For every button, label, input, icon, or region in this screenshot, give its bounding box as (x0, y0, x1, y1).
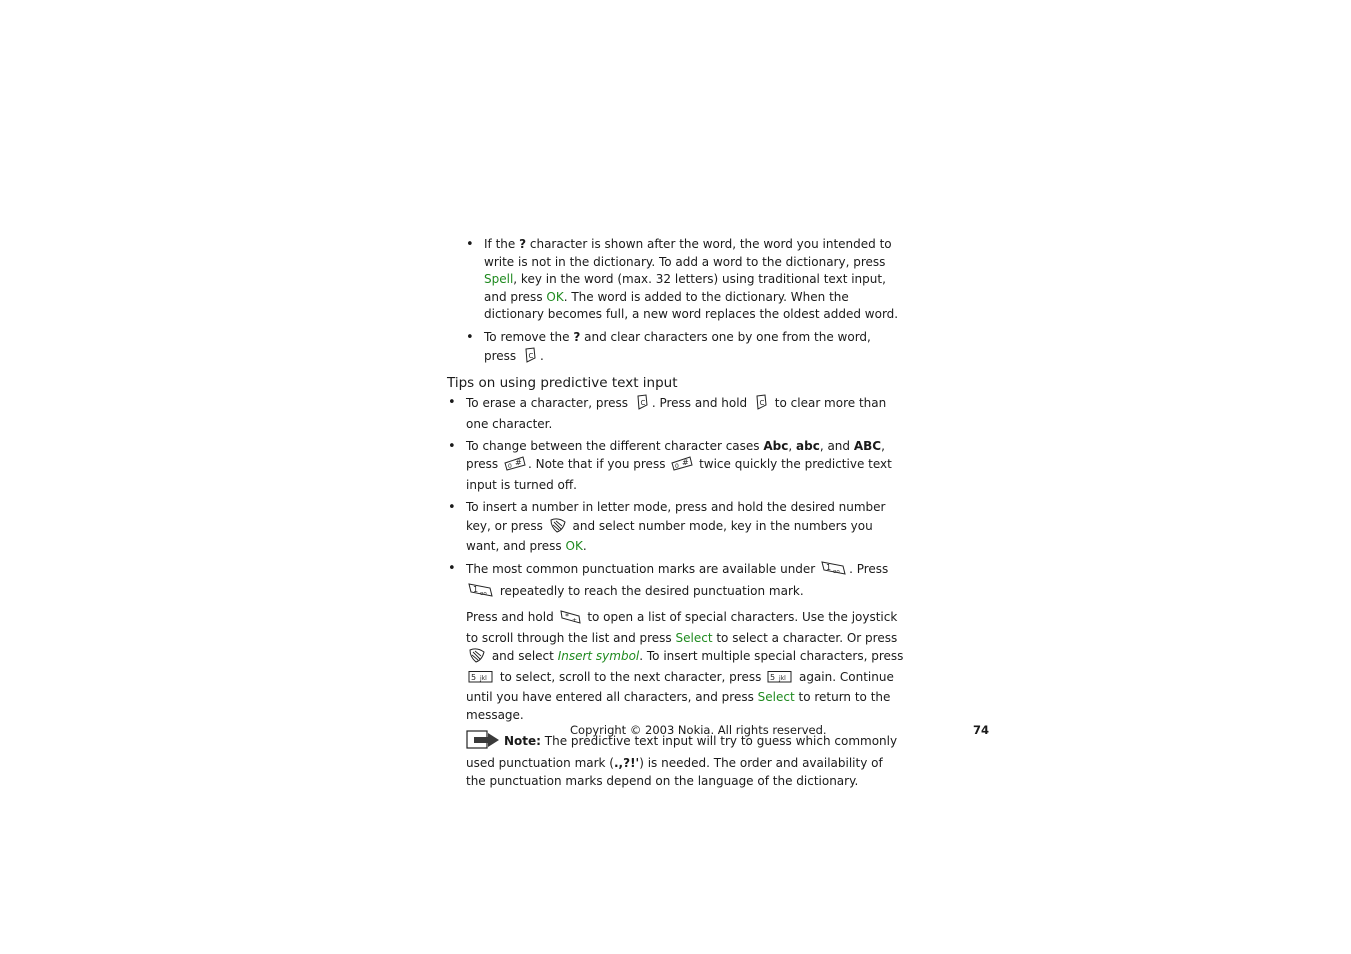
note-paragraph: Note: The predictive text input will try to guess which commonly used punctuation mark (.,?!') is needed. The order and availability of the punctuation marks depend on the language of the dictionary. (466, 730, 905, 791)
menu-key-icon (549, 517, 567, 539)
five-key-icon (468, 670, 494, 690)
hash-key-icon (504, 455, 526, 477)
svg-text:0: 0 (675, 463, 680, 471)
svg-text:1: 1 (473, 585, 479, 594)
svg-text:5: 5 (471, 672, 477, 682)
dictionary-bullets (484, 236, 901, 368)
ok-softkey: OK (565, 539, 583, 554)
svg-text:C: C (528, 351, 534, 360)
copyright-footer: Copyright © 2003 Nokia. All rights reserved. (570, 723, 827, 737)
five-key-icon (767, 670, 793, 690)
list-item: • To change between the different character cases Abc, abc, and ABC, press 0 # . Note that if you press 0 # twice quickly the predictive text input is turned off. (466, 438, 905, 495)
note-arrow-icon (466, 730, 500, 756)
one-key-icon (821, 560, 847, 582)
svg-text:*: * (564, 612, 569, 622)
svg-text:jkl: jkl (779, 674, 786, 682)
ok-softkey: OK (546, 289, 564, 304)
special-characters-paragraph: Press and hold * + to open a list of special characters. Use the joystick to scroll through the list and press Select to select a character. Or press and select Insert symbol. To insert multiple special characters, press 5 jkl to select, scroll to the next character, press 5 jkl again. Continue until you have entered all characters, and press Select to return to the message. (466, 610, 904, 723)
svg-text:#: # (682, 458, 689, 468)
svg-text:0: 0 (508, 463, 512, 471)
insert-symbol-option: Insert symbol (557, 649, 640, 664)
hash-key-icon (671, 455, 693, 477)
list-item: • The most common punctuation marks are available under 1 oo . Press 1 oo repeatedly to reach the desired punctuation mark. (466, 560, 905, 603)
svg-text:jkl: jkl (480, 674, 487, 682)
svg-text:C: C (759, 399, 765, 408)
note-label: Note: (504, 733, 541, 748)
svg-text:C: C (640, 399, 646, 408)
section-title: Tips on using predictive text input (447, 375, 678, 392)
svg-text:5: 5 (770, 672, 776, 682)
svg-text:oo: oo (480, 591, 487, 597)
page-number: 74 (973, 723, 990, 737)
list-item: • To insert a number in letter mode, press and hold the desired number key, or press and select number mode, key in the numbers you want, and press OK. (466, 499, 905, 556)
list-item: • To erase a character, press C . Press and hold C to clear more than one character. (466, 394, 905, 433)
svg-text:1: 1 (826, 563, 832, 573)
menu-key-icon (468, 647, 486, 669)
list-item: • If the ? character is shown after the word, the word you intended to write is not in the dictionary. To add a word to the dictionary, press Spell, key in the word (max. 32 letters) using traditional text input, and press OK. The word is added to the dictionary. When the dictionary becomes full, a new word replaces the oldest added word. (484, 236, 901, 324)
list-item: • To remove the ? and clear characters one by one from the word, press C . (484, 329, 901, 368)
one-key-icon (468, 582, 494, 604)
select-softkey: Select (757, 690, 795, 705)
content (447, 236, 905, 790)
clear-key-icon (522, 347, 538, 369)
spell-softkey: Spell (484, 272, 514, 287)
clear-key-icon (634, 394, 650, 416)
select-softkey: Select (675, 630, 713, 645)
clear-key-icon (753, 394, 769, 416)
tips-list (466, 394, 905, 603)
svg-text:oo: oo (833, 569, 840, 576)
svg-text:+: + (571, 617, 577, 625)
star-key-icon (560, 608, 582, 630)
svg-text:#: # (515, 458, 522, 468)
